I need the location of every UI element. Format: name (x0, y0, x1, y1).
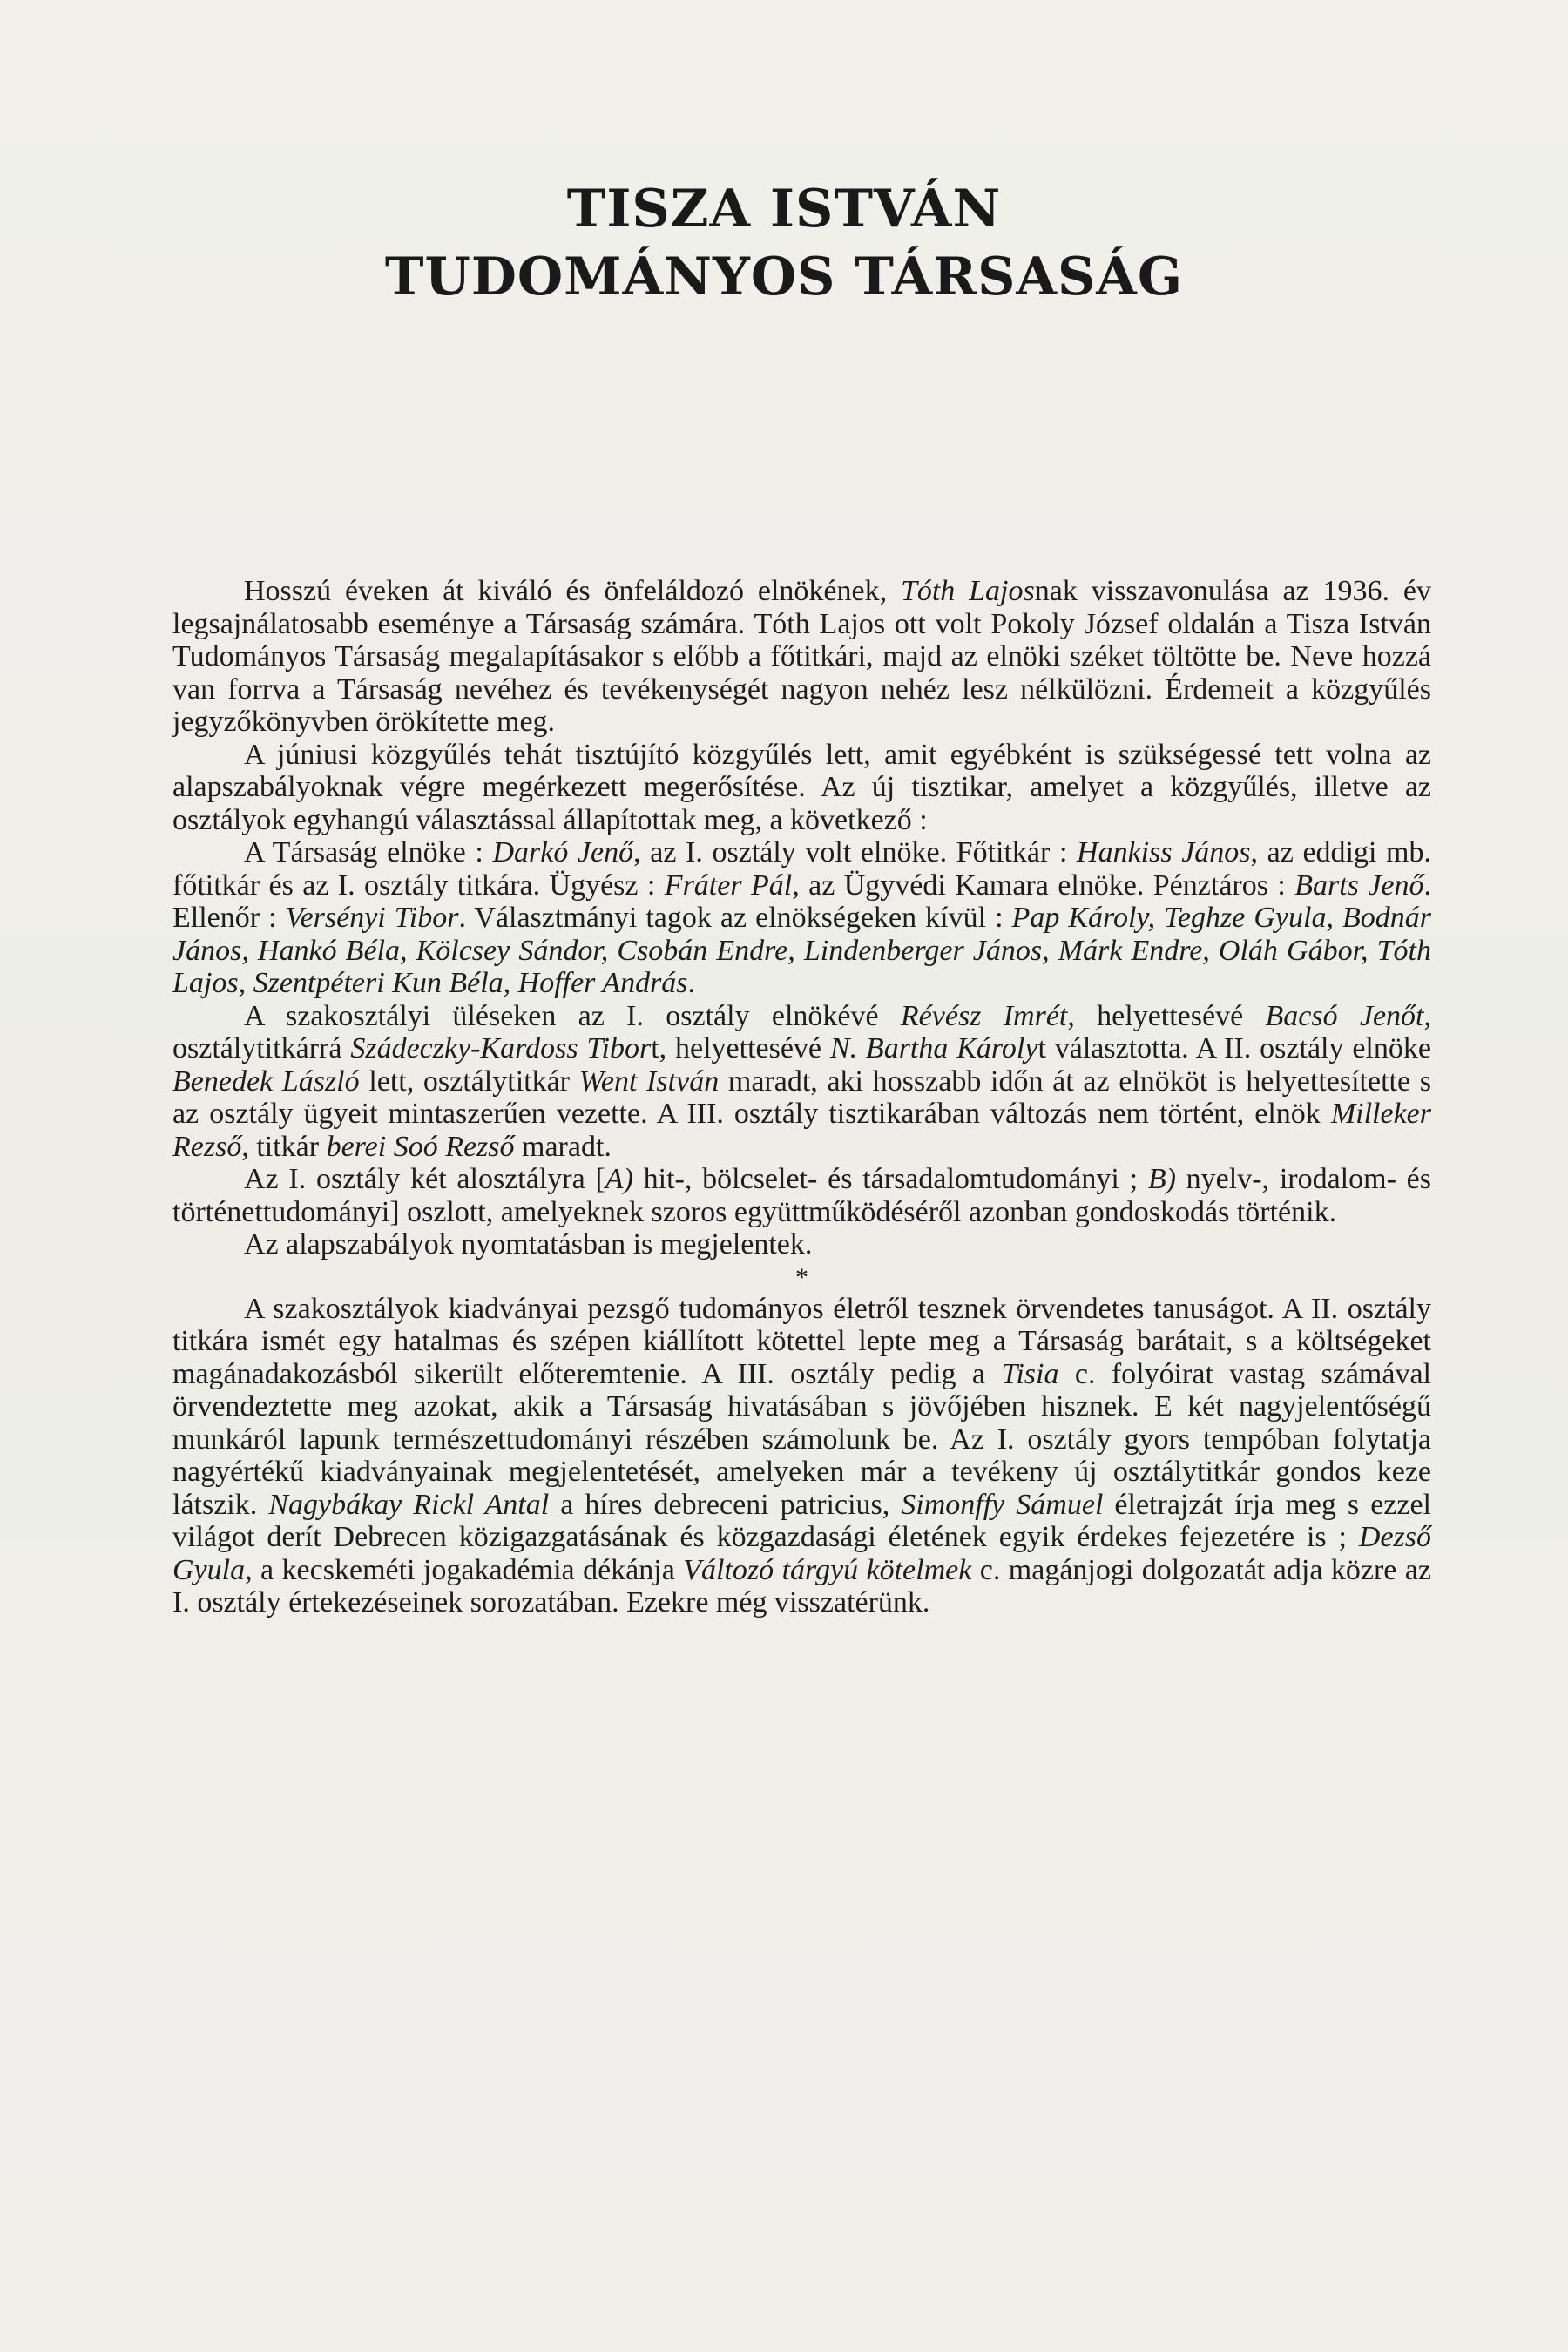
p7-text: A szakosztályok kiadványai pezsgő tudományos életről tesznek örvendetes tanuságot. A II. osztály titkára ismét egy hatalmas és szépen kiállított kötettel lepte meg a Társaság barátait, s a költségeket magánadakozásból sikerült előteremtenie. A III. osztály pedig a (172, 1292, 1431, 1390)
p7-text: , a kecskeméti jogakadémia dékánja (245, 1553, 684, 1586)
p4-text: A szakosztályi üléseken az I. osztály elnökévé (244, 999, 901, 1032)
p3-text-a: A Társaság elnöke : (244, 836, 493, 868)
p7-text: a híres debreceni patricius, (549, 1488, 902, 1521)
p5-text: Az I. osztály két alosztályra [ (244, 1163, 605, 1195)
p7-name: Dezső Gyula (172, 1521, 1431, 1586)
p7-text: életrajzát írja meg s ezzel világot derít Debrecen közigazgatásának és közgazdasági életének egyik érdekes fejezetére is ; (172, 1488, 1432, 1553)
p4-name: Milleker Rezső (172, 1098, 1431, 1163)
p5-text: hit-, bölcselet- és társadalomtudományi ; (632, 1163, 1148, 1195)
p3-text-i: . Ellenőr : (172, 868, 1432, 934)
paragraph-4 (172, 1000, 1431, 1164)
p4-text: maradt. (514, 1130, 612, 1163)
p4-name: Szádeczky-Kardoss Tibor (350, 1032, 652, 1064)
title-line-2: TUDOMÁNYOS TÁRSASÁG (384, 247, 1184, 308)
p4-text: , helyettesévé (1067, 999, 1266, 1032)
p3-text-c: , az I. osztály volt elnöke. Főtitkár : (633, 836, 1078, 868)
p3-name: Barts Jenő (1294, 868, 1424, 902)
p3-text-m: . (687, 967, 696, 999)
p4-text: , osztálytitkárrá (172, 999, 1431, 1064)
p7-journal-tisia: Tisia (1001, 1357, 1059, 1390)
paragraph-7 (172, 1293, 1431, 1619)
p4-text: , titkár (241, 1130, 327, 1163)
p4-text: maradt, aki hosszabb időn át az elnököt is helyettesítette s az osztály ügyeit mintaszerűen vezette. A III. osztály tisztikarában változás nem történt, elnök (172, 1064, 1431, 1130)
p7-name: Nagybákay Rickl Antal (268, 1488, 550, 1521)
p3-name: Hankiss János (1077, 836, 1251, 868)
p4-name: N. Bartha Károly (829, 1032, 1038, 1064)
p3-text-k: . Választmányi tagok az elnökségeken kívül : (458, 902, 1012, 934)
p3-name: Darkó Jenő (492, 836, 634, 868)
p4-name: Bacsó Jenőt (1265, 999, 1424, 1032)
paragraph-3 (172, 836, 1431, 1000)
p3-text-e: , az eddigi mb. főtitkár és az I. osztály titkára. Ügyész : (172, 836, 1431, 902)
p3-text-g: , az Ügyvédi Kamara elnöke. Pénztáros : (792, 868, 1295, 902)
p5-text: nyelv-, irodalom- és történettudományi] oszlott, amelyeknek szoros együttműködéséről azonban gondoskodás történik. (172, 1163, 1431, 1228)
p4-name: Révész Imrét (900, 999, 1068, 1032)
p7-text: c. folyóirat vastag számával örvendeztette meg azokat, akik a Társaság hivatásában s jövőjében hisznek. E két nagyjelentőségű munkáról lapunk természettudományi részében számolunk be. Az I. osztály gyors tempóban folytatja nagyértékű kiadványainak megjelentetését, amelyeken már a tevékeny új osztálytitkár gondos keze látszik. (172, 1357, 1431, 1521)
p4-text: t választotta. A II. osztály elnöke (1037, 1032, 1431, 1064)
p7-name: Simonffy Sámuel (901, 1488, 1104, 1521)
p1-name-toth-lajos: Tóth Lajos (900, 575, 1035, 607)
p5-label-a: A) (605, 1163, 633, 1195)
paragraph-6: Az alapszabályok nyomtatásban is megjelentek. (244, 1228, 813, 1260)
paragraph-2: A júniusi közgyűlés tehát tisztújító közgyűlés lett, amit egyébként is szükségessé tett volna az alapszabályoknak végre megérkezett megerősítése. Az új tisztikar, amelyet a közgyűlés, illetve az osztályok egyhangú választással állapítottak meg, a következő : (172, 738, 1431, 836)
paragraph-5 (172, 1163, 1431, 1228)
p3-name: Fráter Pál (664, 868, 793, 902)
p5-label-b: B) (1147, 1163, 1176, 1195)
p4-name: Went István (578, 1064, 720, 1098)
body-text (172, 575, 1431, 1619)
p4-text: t, helyettesévé (651, 1032, 830, 1064)
p1-text-a: Hosszú éveken át kiváló és önfeláldozó elnökének, (244, 575, 901, 607)
p4-name: Benedek László (172, 1064, 360, 1098)
p3-name: Versényi Tibor (285, 902, 459, 934)
paragraph-1 (172, 575, 1431, 739)
p7-text: c. magánjogi dolgozatát adja közre az I. osztály értekezéseinek sorozatában. Ezekre még visszatérünk. (172, 1553, 1431, 1619)
p4-name: berei Soó Rezső (326, 1130, 515, 1163)
p3-member-names: Pap Károly, Teghze Gyula, Bodnár János, Hankó Béla, Kölcsey Sándor, Csobán Endre, Lindenberger János, Márk Endre, Oláh Gábor, Tóth Lajos, Szentpéteri Kun Béla, Hoffer András (172, 902, 1431, 999)
title-line-1: TISZA ISTVÁN (566, 179, 1002, 240)
p7-work-title: Változó tárgyú kötelmek (683, 1553, 972, 1586)
section-separator: * (795, 1262, 808, 1292)
p1-text-c: nak visszavonulása az 1936. év legsajnálatosabb eseménye a Társaság számára. Tóth Lajos ott volt Pokoly József oldalán a Tisza István Tudományos Társaság megalapításakor s előbb a főtitkári, majd az elnöki széket töltötte be. Neve hozzá van forrva a Társaság nevéhez és tevékenységét nagyon nehéz lesz nélkülözni. Érdemeit a közgyűlés jegyzőkönyvben örökítette meg. (172, 575, 1431, 738)
p4-text: lett, osztálytitkár (359, 1064, 579, 1098)
